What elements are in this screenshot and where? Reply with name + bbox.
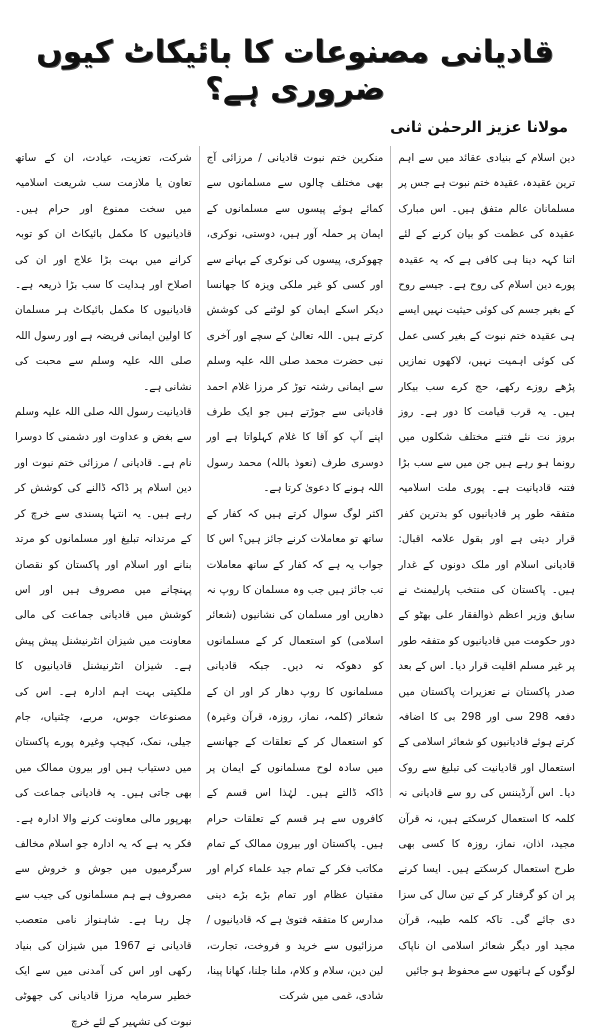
text-column-1 [391, 146, 582, 977]
text-column-2 [200, 146, 392, 1003]
column-1-paragraph: دین اسلام کے بنیادی عقائد میں سے اہم ترین عقیدہ، عقیدہ ختم نبوت ہے جس پر مسلمانان عالم متفق ہیں۔ اس مبارک عقیدہ کی عظمت کو بیان کرنے کے لئے اتنا کہہ دینا ہی کافی ہے کہ یہ عقیدہ پورے دین اسلام کی روح ہے۔ جیسے روح کے بغیر جسم کی کوئی حیثیت نہیں ایسے ہی عقیدہ ختم نبوت کے بغیر کسی عمل کی کوئی اہمیت نہیں، لاکھوں نمازیں پڑھے روزے رکھے، حج کرے سب بیکار ہیں۔ یہ قرب قیامت کا دور ہے۔ روز بروز نت نئے فتنے مختلف شکلوں میں رونما ہو رہے ہیں جن میں سے سب بڑا فتنہ قادیانیت ہے۔ پوری ملت اسلامیہ متفقہ طور پر قادیانیوں کو بدترین کفر قرار دیتی ہے اور بقول علامہ اقبال: قادیانی اسلام اور ملک دونوں کے غدار ہیں۔ پاکستان کی منتخب پارلیمنٹ نے سابق وزیر اعظم ذوالفقار علی بھٹو کے دور حکومت میں قادیانیوں کو متفقہ طور پر غیر مسلم اقلیت قرار دیا۔ اس کے بعد صدر پاکستان نے تعزیرات پاکستان میں دفعہ 298 سی اور 298 بی کا اضافہ کرتے ہوئے قادیانیوں کو شعائر اسلامی کے استعمال اور قادیانیت کی تبلیغ سے روک دیا۔ اس آرڈیننس کی رو سے قادیانی نہ کلمہ کا استعمال کرسکتے ہیں، نہ قرآن مجید، اذان، نماز، روزہ کا کسی بھی طرح استعمال کرسکتے ہیں۔ ایسا کرنے پر ان کو گرفتار کر کے تین سال کی سزا دی جائے گی۔ تاکہ کلمہ طیبہ، قرآن مجید اور دیگر شعائر اسلامی ان ناپاک لوگوں کے ہاتھوں سے محفوظ ہو جائیں [398, 152, 575, 977]
column-2-paragraph-1: منکرین ختم نبوت قادیانی / مرزائی آج بھی مختلف چالوں سے مسلمانوں سے کمائے ہوئے پیسوں سے مسلمانوں کے ایمان پر حملہ آور ہیں، دوستی، نوکری، چھوکری، پیسوں کی نوکری کے بہانے سے اور کسی کو غیر ملکی ویزہ کا جھانسا دیکر اسکے ایمان کو لوٹنے کی کوشش کرتے ہیں۔ اللہ تعالیٰ کے سچے اور آخری نبی حضرت محمد صلی اللہ علیہ وسلم سے ایمانی رشتہ توڑ کر مرزا غلام احمد قادیانی سے جوڑتے ہیں جو ایک طرف اپنے آپ کو آقا کا غلام کہلواتا ہے اور دوسری طرف (نعوذ باللہ) محمد رسول اللہ ہونے کا دعویٰ کرتا ہے۔ [206, 152, 384, 495]
article-body [8, 146, 582, 1028]
article-author: مولانا عزیز الرحمٰن ثانی [390, 118, 568, 136]
column-3-paragraph-2: قادیانیت رسول اللہ صلی اللہ علیہ وسلم سے بغض و عداوت اور دشمنی کا دوسرا نام ہے۔ قادیانی / مرزائی ختم نبوت اور دین اسلام پر ڈاکہ ڈالنے کی کوشش کر رہے ہیں۔ یہ انتہا پسندی سے خرچ کر کے مرتدانہ تبلیغ اور مسلمانوں کو مرتد بنانے اور اسلام اور پاکستان کو نقصان پہنچانے میں مصروف ہیں اور اس کوشش میں قادیانی جماعت کی مالی معاونت میں شیزان انٹرنیشنل پیش پیش ہے۔ شیزان انٹرنیشنل قادیانیوں کا ملکیتی بہت اہم ادارہ ہے۔ اس کی مصنوعات جوس، مربے، چٹنیاں، جام جیلی، نمک، کیچپ وغیرہ پورے پاکستان میں دستیاب ہیں اور بیرون ممالک میں بھی جاتی ہیں۔ یہ قادیانی جماعت کی بھرپور مالی معاونت کرنے والا ادارہ ہے۔ فکر یہ ہے کہ یہ ادارہ جو اسلام مخالف سرگرمیوں میں جوش و خروش سے مصروف ہے ہم مسلمانوں کی جیب سے چل رہا ہے۔ شاہنواز نامی متعصب قادیانی نے 1967 میں شیزان کی بنیاد رکھی اور اس کی آمدنی میں سے ایک خطیر سرمایہ مرزا قادیانی کی جھوٹی نبوت کی تشہیر کے لئے خرچ [14, 406, 192, 1028]
column-3-paragraph-1: شرکت، تعزیت، عیادت، ان کے ساتھ تعاون یا ملازمت سب شریعت اسلامیہ میں سخت ممنوع اور حرام ہیں۔ قادیانیوں کا مکمل بائیکاٹ ان کو توبہ کرانے میں بہت بڑا علاج اور ان کی اصلاح اور ہدایت کا سب بڑا ذریعہ ہے۔ قادیانیوں کا مکمل بائیکاٹ ہر مسلمان کا اولین ایمانی فریضہ ہے اور رسول اللہ صلی اللہ علیہ وسلم سے محبت کی نشانی ہے۔ [14, 152, 192, 393]
column-2-paragraph-2: اکثر لوگ سوال کرتے ہیں کہ کفار کے ساتھ تو معاملات کرنے جائز ہیں؟ اس کا جواب یہ ہے کہ کفار کے ساتھ معاملات تب جائز ہیں جب وہ مسلمان کا روپ نہ دھاریں اور مسلمان کی نشانیوں (شعائر اسلامی) کو استعمال کر کے مسلمانوں کو دھوکہ نہ دیں۔ جبکہ قادیانی مسلمانوں کا روپ دھار کر اور ان کے شعائر (کلمہ، نماز، روزہ، قرآن وغیرہ) کو استعمال کر کے تعلقات کے جھانسے میں سادہ لوح مسلمانوں کے ایمان پر ڈاکہ ڈالتے ہیں۔ لہٰذا اس قسم کے کافروں سے ہر قسم کے تعلقات حرام ہیں۔ پاکستان اور بیرون ممالک کے تمام مکاتب فکر کے تمام جید علماء کرام اور مفتیان عظام اور تمام بڑے بڑے دینی مدارس کا متفقہ فتویٰ ہے کہ قادیانیوں / مرزائیوں سے خرید و فروخت، تجارت، لین دین، سلام و کلام، ملنا جلنا، کھانا پینا، شادی، غمی میں شرکت [206, 507, 384, 1003]
article-title: قادیانی مصنوعات کا بائیکاٹ کیوں ضروری ہے؟ [36, 34, 554, 108]
text-column-3 [8, 146, 200, 1028]
